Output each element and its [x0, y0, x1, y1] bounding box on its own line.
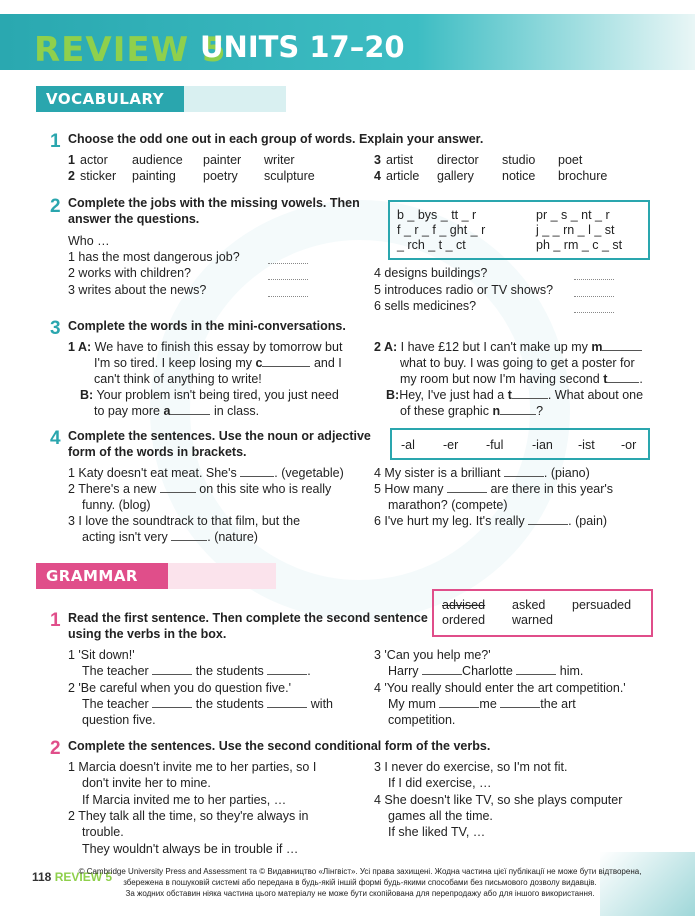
vocabulary-tag: VOCABULARY — [36, 86, 184, 112]
g2-item3-line1: 3 I never do exercise, so I'm not fit. — [374, 760, 568, 774]
gap-blank[interactable] — [516, 663, 556, 675]
gap-blank[interactable] — [512, 387, 548, 399]
gap-blank[interactable] — [240, 465, 274, 477]
gap-blank[interactable] — [171, 529, 207, 541]
grammar-ex1-instruction-line2: using the verbs in the box. — [68, 627, 227, 641]
grammar-tag: GRAMMAR — [36, 563, 168, 589]
g2-item4-line2: games all the time. — [388, 809, 493, 823]
job-4: j _ _ rn _ l _ st — [536, 223, 615, 237]
grammar-ex1-number: 1 — [50, 610, 61, 631]
vocab-ex1-row-3: 3 artist director studio poet — [374, 153, 583, 167]
verb-warned: warned — [512, 613, 553, 627]
gap-blank[interactable] — [267, 663, 307, 675]
g2-item4-line3: If she liked TV, … — [388, 825, 486, 839]
vocab-ex2-instruction-line1: Complete the jobs with the missing vowels. Then — [68, 196, 360, 210]
g2-item1-line3: If Marcia invited me to her parties, … — [82, 793, 287, 807]
g2-item2-line2: trouble. — [82, 825, 124, 839]
vocab-ex2-number: 2 — [50, 196, 61, 217]
vocab-ex2-instruction-line2: answer the questions. — [68, 212, 200, 226]
suffix-box — [390, 428, 650, 460]
job-2: pr _ s _ nt _ r — [536, 208, 610, 222]
vocab-ex1-instruction: Choose the odd one out in each group of words. Explain your answer. — [68, 132, 484, 146]
vocab-ex2-q5: 5 introduces radio or TV shows? — [374, 283, 554, 297]
gap-blank[interactable] — [607, 371, 639, 383]
verb-advised: advised — [442, 598, 486, 612]
vocab-ex1-number: 1 — [50, 131, 61, 152]
verb-persuaded: persuaded — [572, 598, 632, 612]
vocab-ex2-q6: 6 sells medicines? — [374, 299, 477, 313]
copyright-notice: © Cambridge University Press and Assessment та © Видавництво «Лінгвіст». Усі права захищені. Жодна частина цієї публікації не може бути відтворена, збережена в пошуковій системі або передана в будь-якій іншій формі будь-якими способами без письмового дозволу видавців. За жодних обставин ніяка частина цього матеріалу не може бути скопійована для перепродажу або для іншого використання. — [78, 867, 642, 898]
g2-item4-line1: 4 She doesn't like TV, so she plays computer — [374, 793, 623, 807]
g2-item3-line2: If I did exercise, … — [388, 776, 492, 790]
g1-item4-line1: 4 'You really should enter the art competition.' — [374, 681, 626, 695]
answer-line[interactable] — [574, 311, 614, 313]
g1-item2-line1: 2 'Be careful when you do question five.' — [68, 681, 291, 695]
vocab-ex2-who: Who … — [68, 234, 110, 248]
footer-section: REVIEW 5 — [54, 870, 113, 884]
verb-asked: asked — [512, 598, 546, 612]
g1-item1-line1: 1 'Sit down!' — [68, 648, 135, 662]
g1-item3-line2: Harry Charlotte him. — [388, 664, 584, 678]
vocab-ex2-q3: 3 writes about the news? — [68, 283, 207, 297]
job-3: f _ r _ f _ ght _ r — [397, 223, 486, 237]
conv2-line4: B:Hey, I've just had a t . What about one — [386, 388, 644, 402]
g1-item2-line3: question five. — [82, 713, 156, 727]
conv1-line5: to pay more a in class. — [94, 404, 260, 418]
conv1-line1: 1 A: We have to finish this essay by tomorrow but — [68, 340, 343, 354]
vocab-ex4-number: 4 — [50, 428, 61, 449]
suffix-or: -or — [621, 438, 637, 452]
conv1-line4: B: Your problem isn't being tired, you just need — [80, 388, 339, 402]
vocab-ex1-row-4: 4 article gallery notice brochure — [374, 169, 608, 183]
vocab-ex1-row-1: 1 actor audience painter writer — [68, 153, 295, 167]
suffix-er: -er — [443, 438, 459, 452]
conv2-line5: of these graphic n ? — [400, 404, 544, 418]
gap-blank[interactable] — [504, 465, 544, 477]
vocab-ex2-q2: 2 works with children? — [68, 266, 191, 280]
g2-item2-line3: They wouldn't always be in trouble if … — [82, 842, 299, 856]
vocab-ex4-instruction-line1: Complete the sentences. Use the noun or adjective — [68, 429, 371, 443]
ex4-sentence-4: 4 My sister is a brilliant . (piano) — [374, 466, 590, 480]
verb-ordered: ordered — [442, 613, 486, 627]
job-1: b _ bys _ tt _ r — [397, 208, 477, 222]
vocab-ex3-instruction: Complete the words in the mini-conversations. — [68, 319, 346, 333]
g1-item1-line2: The teacher the students . — [82, 664, 311, 678]
g1-item3-line1: 3 'Can you help me?' — [374, 648, 491, 662]
conv2-line1: 2 A: I have £12 but I can't make up my m — [374, 339, 642, 355]
gap-blank[interactable] — [152, 663, 192, 675]
vocab-ex1-row-2: 2 sticker painting poetry sculpture — [68, 169, 315, 183]
ex4-sentence-5-cont: marathon? (compete) — [388, 498, 508, 512]
g2-item1-line2: don't invite her to mine. — [82, 776, 211, 790]
ex4-sentence-2: 2 There's a new on this site who is really — [68, 482, 332, 496]
vocab-ex2-q1: 1 has the most dangerous job? — [68, 250, 240, 264]
gap-blank[interactable] — [602, 339, 642, 351]
suffix-ist: -ist — [578, 438, 595, 452]
gap-blank[interactable] — [422, 663, 462, 675]
grammar-ex1-instruction-line1: Read the first sentence. Then complete the second sentence — [68, 611, 428, 625]
g1-item4-line3: competition. — [388, 713, 456, 727]
g2-item2-line1: 2 They talk all the time, so they're always in — [68, 809, 309, 823]
conv2-line2: what to buy. I was going to get a poster for — [400, 356, 635, 370]
gap-blank[interactable] — [528, 513, 568, 525]
grammar-ex2-number: 2 — [50, 738, 61, 759]
gap-blank[interactable] — [160, 481, 196, 493]
g2-item1-line1: 1 Marcia doesn't invite me to her parties, so I — [68, 760, 317, 774]
g1-item2-line2: The teacher the students with — [82, 697, 333, 711]
answer-line[interactable] — [574, 278, 614, 280]
ex4-sentence-3: 3 I love the soundtrack to that film, but the — [68, 514, 301, 528]
job-5: _ rch _ t _ ct — [397, 238, 466, 252]
ex4-sentence-5: 5 How many are there in this year's — [374, 482, 614, 496]
grammar-ex2-instruction: Complete the sentences. Use the second conditional form of the verbs. — [68, 739, 491, 753]
conv1-line2: I'm so tired. I keep losing my c and I — [94, 356, 342, 370]
suffix-al: -al — [401, 438, 415, 452]
gap-blank[interactable] — [439, 696, 479, 708]
gap-blank[interactable] — [170, 403, 210, 415]
vocab-ex2-q4: 4 designs buildings? — [374, 266, 488, 280]
ex4-sentence-6: 6 I've hurt my leg. It's really . (pain) — [374, 514, 608, 528]
suffix-ful: -ful — [486, 438, 504, 452]
g1-item4-line2: My mum me the art — [388, 697, 576, 711]
units-title: UNITS 17–20 — [200, 30, 405, 64]
ex4-sentence-1: 1 Katy doesn't eat meat. She's . (vegetable) — [68, 466, 344, 480]
answer-line[interactable] — [268, 278, 308, 280]
ex4-sentence-2-cont: funny. (blog) — [82, 498, 151, 512]
gap-blank[interactable] — [500, 696, 540, 708]
job-6: ph _ rm _ c _ st — [536, 238, 623, 252]
suffix-ian: -ian — [532, 438, 553, 452]
answer-line[interactable] — [268, 295, 308, 297]
gap-blank[interactable] — [152, 696, 192, 708]
gap-blank[interactable] — [500, 403, 536, 415]
gap-blank[interactable] — [262, 355, 310, 367]
page-number: 118 — [32, 870, 52, 884]
vocab-ex4-instruction-line2: form of the words in brackets. — [68, 445, 247, 459]
answer-line[interactable] — [268, 262, 308, 264]
conv1-line3: can't think of anything to write! — [94, 372, 262, 386]
gap-blank[interactable] — [267, 696, 307, 708]
vocab-ex3-number: 3 — [50, 318, 61, 339]
review-title: REVIEW 5 — [34, 30, 227, 70]
conv2-line3: my room but now I'm having second t . — [400, 372, 643, 386]
answer-line[interactable] — [574, 295, 614, 297]
gap-blank[interactable] — [447, 481, 487, 493]
ex4-sentence-3-cont: acting isn't very . (nature) — [82, 530, 258, 544]
